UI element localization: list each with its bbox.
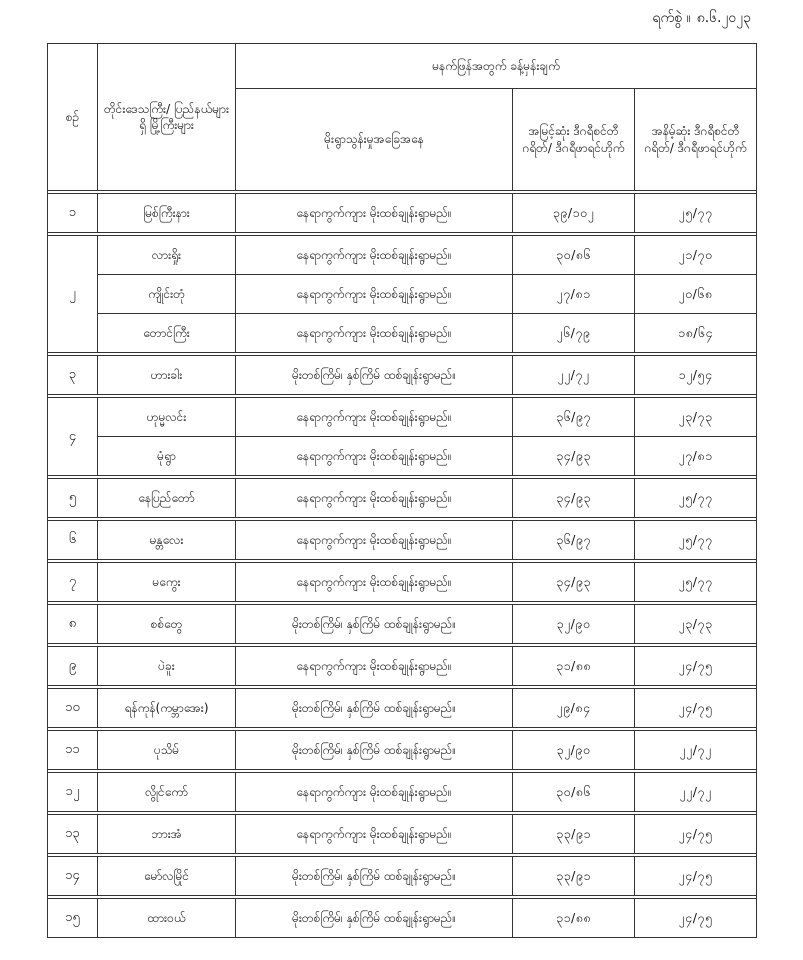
cell-condition: နေရာကွက်ကျား မိုးထစ်ချုန်းရွာမည်။ (236, 398, 513, 437)
cell-serial: ၅ (48, 479, 98, 518)
cell-max-temp: ၂၉/၈၄ (513, 689, 635, 728)
cell-min-temp: ၂၂/၇၂ (635, 731, 757, 770)
cell-min-temp: ၁၂/၅၄ (635, 356, 757, 395)
table-row (48, 647, 757, 686)
cell-max-temp: ၃၄/၉၃ (513, 563, 635, 602)
cell-max-temp: ၂၆/၇၉ (513, 314, 635, 353)
cell-city: စစ်တွေ (98, 605, 236, 644)
cell-serial: ၂ (48, 236, 98, 353)
cell-max-temp: ၃၄/၉၃ (513, 437, 635, 476)
cell-serial: ၁၀ (48, 689, 98, 728)
cell-min-temp: ၂၄/၇၅ (635, 899, 757, 938)
cell-condition: နေရာကွက်ကျား မိုးထစ်ချုန်းရွာမည်။ (236, 563, 513, 602)
cell-serial: ၁၃ (48, 815, 98, 854)
cell-min-temp: ၂၄/၇၅ (635, 815, 757, 854)
cell-max-temp: ၃၁/၈၈ (513, 899, 635, 938)
header-max-temp: အမြင့်ဆုံး ဒီဂရီစင်တီဂရိတ်/ ဒီဂရီဖာရင်ဟိုက် (513, 89, 635, 191)
cell-max-temp: ၂၂/၇၂ (513, 356, 635, 395)
table-row (48, 356, 757, 395)
table-row (48, 398, 757, 437)
cell-min-temp: ၂၀/၆၈ (635, 275, 757, 314)
cell-serial: ၉ (48, 647, 98, 686)
cell-condition: နေရာကွက်ကျား မိုးထစ်ချုန်းရွာမည်။ (236, 236, 513, 275)
cell-condition: မိုးတစ်ကြိမ်၊ နှစ်ကြိမ် ထစ်ချုန်းရွာမည်။ (236, 731, 513, 770)
cell-condition: နေရာကွက်ကျား မိုးထစ်ချုန်းရွာမည်။ (236, 773, 513, 812)
header-condition: မိုးရွာသွန်းမှုအခြေအနေ (236, 89, 513, 191)
cell-serial: ၁ (48, 194, 98, 233)
cell-serial: ၆ (48, 521, 98, 560)
cell-condition: မိုးတစ်ကြိမ်၊ နှစ်ကြိမ် ထစ်ချုန်းရွာမည်။ (236, 356, 513, 395)
cell-min-temp: ၂၅/၇၇ (635, 194, 757, 233)
cell-city: မကွေး (98, 563, 236, 602)
cell-max-temp: ၃၂/၉၀ (513, 605, 635, 644)
date-label: ရက်စွဲ ။ (652, 10, 691, 26)
cell-max-temp: ၃၆/၉၇ (513, 521, 635, 560)
cell-min-temp: ၂၁/၇၀ (635, 236, 757, 275)
cell-condition: မိုးတစ်ကြိမ်၊ နှစ်ကြိမ် ထစ်ချုန်းရွာမည်။ (236, 689, 513, 728)
cell-max-temp: ၃၁/၈၈ (513, 647, 635, 686)
cell-condition: မိုးတစ်ကြိမ်၊ နှစ်ကြိမ် ထစ်ချုန်းရွာမည်။ (236, 857, 513, 896)
cell-city: ကျိုင်းတုံ (98, 275, 236, 314)
header-serial: စဉ် (48, 44, 98, 191)
table-row (48, 275, 757, 314)
cell-condition: နေရာကွက်ကျား မိုးထစ်ချုန်းရွာမည်။ (236, 275, 513, 314)
cell-city: လားရှိုး (98, 236, 236, 275)
cell-serial: ၁၄ (48, 857, 98, 896)
cell-serial: ၁၅ (48, 899, 98, 938)
cell-city: တောင်ကြီး (98, 314, 236, 353)
cell-min-temp: ၂၅/၇၇ (635, 479, 757, 518)
header-region: တိုင်းဒေသကြီး/ ပြည်နယ်များရှိ မြို့ကြီးများ (98, 44, 236, 191)
table-row (48, 437, 757, 476)
cell-min-temp: ၂၂/၇၂ (635, 773, 757, 812)
cell-min-temp: ၂၃/၇၃ (635, 398, 757, 437)
cell-city: မော်လမြိုင် (98, 857, 236, 896)
table-row (48, 857, 757, 896)
cell-city: မန္တလေး (98, 521, 236, 560)
cell-max-temp: ၃၂/၉၀ (513, 731, 635, 770)
cell-city: ဟားခါး (98, 356, 236, 395)
table-row (48, 815, 757, 854)
table-row (48, 605, 757, 644)
cell-city: နေပြည်တော် (98, 479, 236, 518)
table-row (48, 479, 757, 518)
cell-serial: ၃ (48, 356, 98, 395)
cell-max-temp: ၃၀/၈၆ (513, 236, 635, 275)
cell-min-temp: ၁၈/၆၄ (635, 314, 757, 353)
cell-city: မြစ်ကြီးနား (98, 194, 236, 233)
table-row (48, 314, 757, 353)
table-row (48, 773, 757, 812)
header-forecast-group: မနက်ဖြန်အတွက် ခန့်မှန်းချက် (236, 44, 757, 89)
date-value: ၈.၆.၂၀၂၃ (696, 10, 751, 26)
cell-condition: နေရာကွက်ကျား မိုးထစ်ချုန်းရွာမည်။ (236, 521, 513, 560)
cell-condition: နေရာကွက်ကျား မိုးထစ်ချုန်းရွာမည်။ (236, 314, 513, 353)
cell-condition: နေရာကွက်ကျား မိုးထစ်ချုန်းရွာမည်။ (236, 647, 513, 686)
cell-city: မုံရွာ (98, 437, 236, 476)
cell-condition: နေရာကွက်ကျား မိုးထစ်ချုန်းရွာမည်။ (236, 437, 513, 476)
cell-serial: ၄ (48, 398, 98, 476)
table-row (48, 563, 757, 602)
table-row (48, 689, 757, 728)
weather-forecast-table (47, 43, 757, 938)
cell-min-temp: ၂၇/၈၁ (635, 437, 757, 476)
cell-serial: ၈ (48, 605, 98, 644)
cell-city: လွိုင်ကော် (98, 773, 236, 812)
table-row (48, 731, 757, 770)
cell-city: ရန်ကုန်(ကမ္ဘာအေး) (98, 689, 236, 728)
cell-min-temp: ၂၅/၇၇ (635, 563, 757, 602)
cell-max-temp: ၃၀/၈၆ (513, 773, 635, 812)
table-row (48, 899, 757, 938)
cell-serial: ၁၁ (48, 731, 98, 770)
cell-condition: နေရာကွက်ကျား မိုးထစ်ချုန်းရွာမည်။ (236, 815, 513, 854)
cell-min-temp: ၂၅/၇၇ (635, 521, 757, 560)
cell-city: ပုသိမ် (98, 731, 236, 770)
cell-max-temp: ၃၄/၉၃ (513, 479, 635, 518)
cell-max-temp: ၃၃/၉၁ (513, 857, 635, 896)
cell-serial: ၁၂ (48, 773, 98, 812)
cell-condition: မိုးတစ်ကြိမ်၊ နှစ်ကြိမ် ထစ်ချုန်းရွာမည်။ (236, 899, 513, 938)
cell-city: ဘားအံ (98, 815, 236, 854)
table-row (48, 521, 757, 560)
cell-min-temp: ၂၄/၇၅ (635, 689, 757, 728)
cell-min-temp: ၂၄/၇၅ (635, 647, 757, 686)
cell-condition: နေရာကွက်ကျား မိုးထစ်ချုန်းရွာမည်။ (236, 479, 513, 518)
cell-condition: နေရာကွက်ကျား မိုးထစ်ချုန်းရွာမည်။ (236, 194, 513, 233)
cell-city: ထားဝယ် (98, 899, 236, 938)
cell-city: ဟုမ္မလင်း (98, 398, 236, 437)
cell-min-temp: ၂၄/၇၅ (635, 857, 757, 896)
date-line (652, 8, 751, 29)
cell-condition: မိုးတစ်ကြိမ်၊ နှစ်ကြိမ် ထစ်ချုန်းရွာမည်။ (236, 605, 513, 644)
cell-max-temp: ၂၇/၈၁ (513, 275, 635, 314)
cell-max-temp: ၃၉/၁၀၂ (513, 194, 635, 233)
cell-max-temp: ၃၃/၉၁ (513, 815, 635, 854)
cell-serial: ၇ (48, 563, 98, 602)
cell-min-temp: ၂၃/၇၃ (635, 605, 757, 644)
table-row (48, 236, 757, 275)
cell-city: ပဲခူး (98, 647, 236, 686)
header-min-temp: အနိမ့်ဆုံး ဒီဂရီစင်တီဂရိတ်/ ဒီဂရီဖာရင်ဟိုက် (635, 89, 757, 191)
cell-max-temp: ၃၆/၉၇ (513, 398, 635, 437)
table-row (48, 194, 757, 233)
